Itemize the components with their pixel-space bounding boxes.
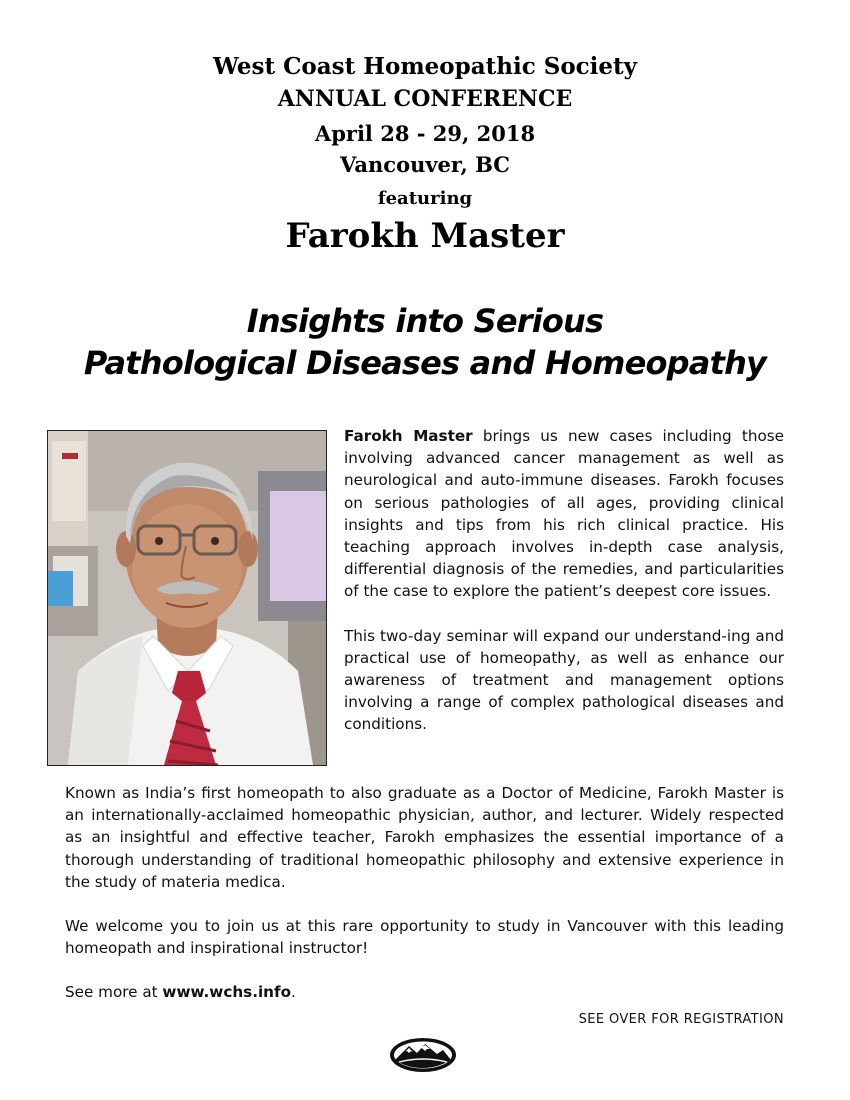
website-link[interactable]: www.wchs.info [162, 983, 292, 1002]
seminar-title-line-2: Pathological Diseases and Homeopathy [83, 344, 767, 382]
mountain-logo [389, 1036, 457, 1074]
featuring-label: featuring [377, 188, 473, 209]
conference-header [0, 50, 850, 255]
seminar-title [0, 300, 850, 384]
bio-paragraph-2: This two-day seminar will expand our understand-ing and practical use of homeopathy, as well as enhance our awareness of treatment and management options involving a range of complex pathological diseases and conditions. [344, 626, 784, 734]
mountain-logo-icon [389, 1036, 457, 1074]
speaker-bio [344, 425, 784, 736]
event-location: Vancouver, BC [340, 152, 510, 177]
body-text [65, 782, 784, 1004]
website-prefix: See more at [65, 983, 163, 1002]
see-over-note: SEE OVER FOR REGISTRATION [578, 1012, 784, 1027]
website-suffix: . [291, 983, 296, 1002]
bio-paragraph-1 [344, 425, 784, 603]
bio-paragraph-1-text: brings us new cases including those involving advanced cancer management as well as neurological and auto-immune diseases. Farokh focuses on serious pathologies of all ages, providing clinical insights and tips from his rich clinical practice. His teaching approach involves in-depth case analysis, differential diagnosis of the remedies, and particularities of the case to explore the patient’s deepest core issues. [344, 427, 784, 601]
event-dates: April 28 - 29, 2018 [314, 121, 536, 146]
speaker-portrait [47, 430, 327, 766]
bio-speaker-name: Farokh Master [344, 427, 473, 445]
event-title: ANNUAL CONFERENCE [277, 86, 573, 112]
organization-name: West Coast Homeopathic Society [212, 53, 638, 80]
speaker-portrait-icon [48, 431, 326, 765]
body-paragraph-welcome: We welcome you to join us at this rare opportunity to study in Vancouver with this leading homeopath and inspirational instructor! [65, 917, 784, 958]
speaker-name: Farokh Master [285, 216, 565, 256]
body-paragraph-credentials: Known as India’s first homeopath to also graduate as a Doctor of Medicine, Farokh Master is an internationally-acclaimed homeopathic physician, author, and lecturer. Widely respected as an insightful and effective teacher, Farokh emphasizes the essential importance of a thorough understanding of traditional homeopathic philosophy and extensive experience in the study of materia medica. [65, 784, 784, 891]
seminar-title-line-1: Insights into Serious [246, 302, 604, 340]
body-paragraph-website [65, 981, 784, 1003]
